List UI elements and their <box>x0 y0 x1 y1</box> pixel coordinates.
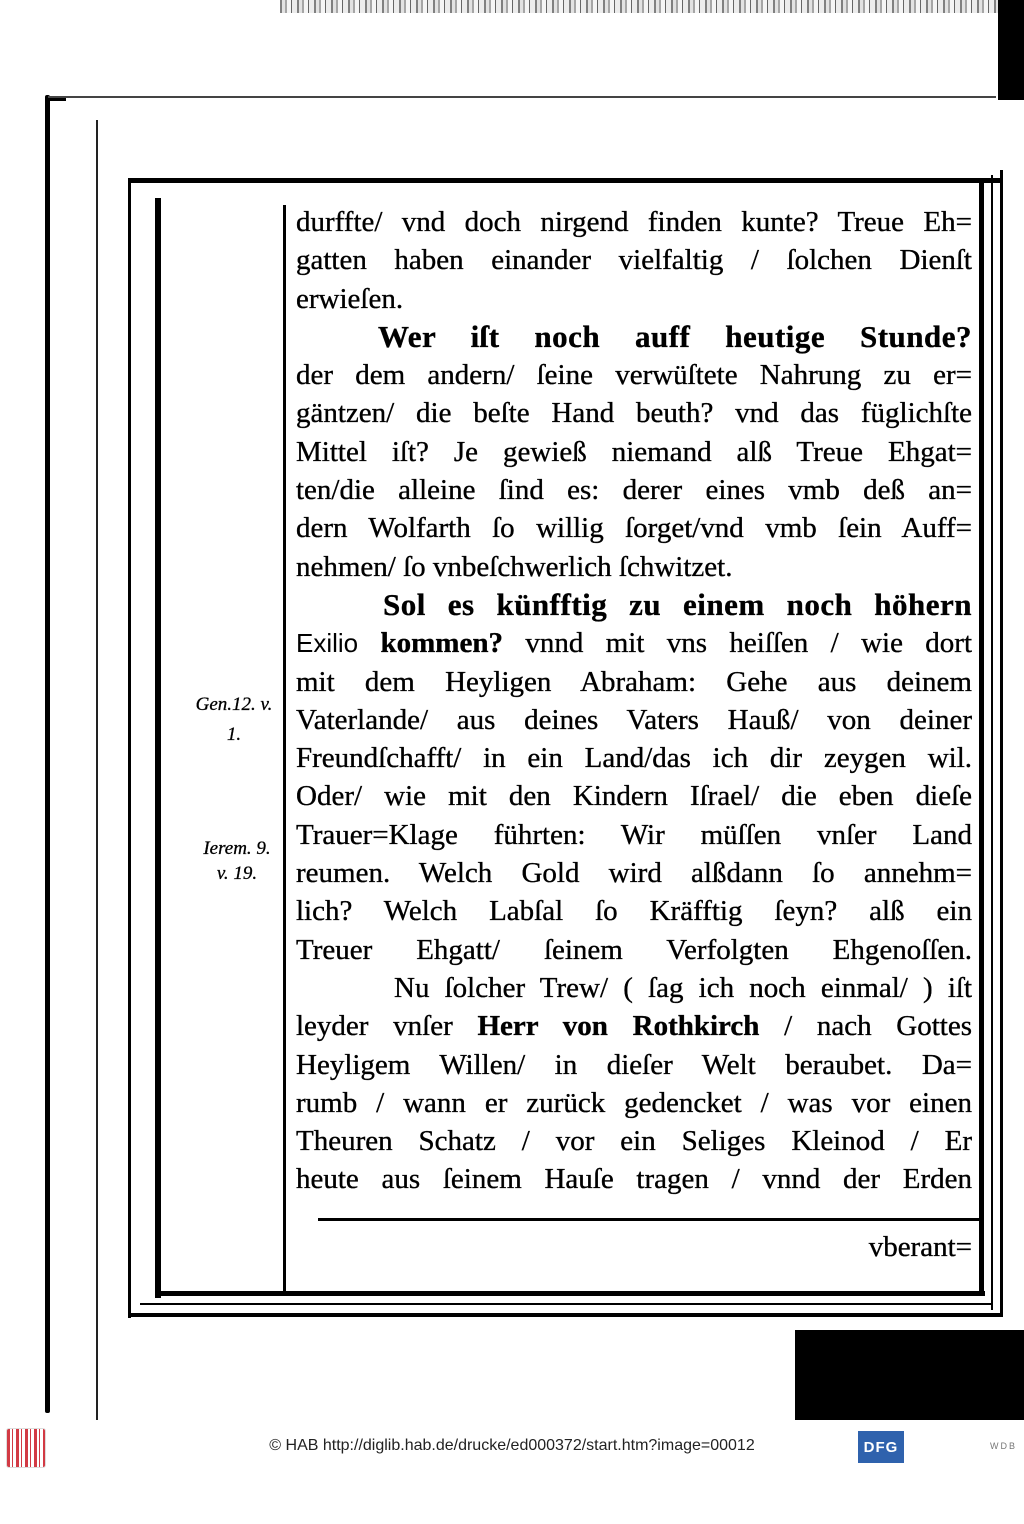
scan-top-noise <box>280 0 998 13</box>
margin-note-line: Gen.12. v. <box>195 694 273 715</box>
page-edge-left <box>45 95 50 1413</box>
text-line: Oder/ wie mit den Kindern Iſrael/ die eben dieſe <box>296 780 972 813</box>
text-line: der dem andern/ ſeine verwüſtete Nahrung zu er= <box>296 359 972 392</box>
copyright-url-text: © HAB http://diglib.hab.de/drucke/ed000372/start.htm?image=00012 <box>269 1437 755 1454</box>
frame-mid-right-rule <box>991 175 993 1310</box>
text-line <box>296 1007 972 1045</box>
text-line: durffte/ vnd doch nirgend finden kunte? Treue Eh= <box>296 206 972 238</box>
text-line: Trauer=Klage führten: Wir müſſen vnſer Land <box>296 818 972 851</box>
text-line: Theuren Schatz / vor ein Seliges Kleinod / Er <box>296 1125 972 1158</box>
frame-outer-right-rule <box>1000 170 1003 1317</box>
emphasized-name: Herr von Rothkirch <box>477 1010 760 1043</box>
scan-edge-top-right <box>998 0 1024 100</box>
margin-note-line: 1. <box>226 724 242 745</box>
text-line: gatten haben einander vielfaltig / ſolchen Dienſt <box>296 244 972 277</box>
frame-outer-top-rule <box>128 178 1000 183</box>
text-line: erwieſen. <box>296 282 404 315</box>
text-line: heute aus ſeinem Hauſe tragen / vnnd der Erden <box>296 1163 972 1196</box>
line-rest: / nach Gottes <box>784 1010 972 1043</box>
text-line: gäntzen/ die beſte Hand beuth? vnd das füglichſte <box>296 397 972 430</box>
frame-outer-left-rule <box>128 178 131 1318</box>
text-block-bottom-rule <box>318 1218 979 1221</box>
catchword: vberant= <box>868 1231 972 1263</box>
line-rest: vnnd mit vns heiſſen / wie dort <box>525 627 972 660</box>
margin-note-jeremiah <box>181 836 293 886</box>
text-line: lich? Welch Labſal ſo Kräfftig ſeyn? alß ein <box>296 895 972 928</box>
text-line: ten/die alleine ſind es: derer eines vmb deß an= <box>296 474 972 507</box>
emphasized-word: kommen? <box>380 627 503 660</box>
margin-note-genesis <box>178 690 290 750</box>
wdb-label: WDB <box>990 1441 1017 1451</box>
section-heading-line: Wer iſt noch auff heutige Stunde? <box>378 318 972 354</box>
line-start: leyder vnſer <box>296 1010 453 1043</box>
margin-note-line: v. 19. <box>216 863 258 884</box>
latin-word: Exilio <box>296 628 359 659</box>
frame-outer-bottom-rule <box>128 1313 1003 1317</box>
text-line: Vaterlande/ aus deines Vaters Hauß/ von deiner <box>296 703 972 736</box>
text-line: reumen. Welch Gold wird alßdann ſo annehm= <box>296 857 972 890</box>
page-edge-top <box>48 96 996 98</box>
section-heading-line: Sol es künfftig zu einem noch höhern <box>383 586 972 622</box>
main-text-block <box>296 203 972 1199</box>
frame-mid-bottom-rule <box>140 1303 992 1305</box>
dfg-logo: DFG <box>858 1431 904 1463</box>
paragraph-start-line: Nu ſolcher Trew/ ( ſag ich noch einmal/ ) iſt <box>394 971 972 1004</box>
text-line: nehmen/ ſo vnbeſchwerlich ſchwitzet. <box>296 550 733 583</box>
text-line: mit dem Heyligen Abraham: Gehe aus deinem <box>296 665 972 698</box>
text-line: Mittel iſt? Je gewieß niemand alß Treue Ehgat= <box>296 435 972 468</box>
frame-inner-bottom-rule <box>155 1291 985 1296</box>
text-line: Heyligem Willen/ in dieſer Welt beraubet. Da= <box>296 1048 972 1081</box>
text-line: Freundſchafft/ in ein Land/das ich dir zeygen wil. <box>296 742 972 775</box>
frame-inner-left-rule <box>155 198 161 1298</box>
page-edge-left-inner <box>96 120 98 1420</box>
frame-inner-right-rule <box>979 178 984 1296</box>
margin-note-line: Ierem. 9. <box>203 838 271 859</box>
scan-edge-bottom-right <box>795 1330 1024 1420</box>
text-line: dern Wolfarth ſo willig ſorget/vnd vmb ſein Auff= <box>296 512 972 545</box>
text-line <box>296 624 972 662</box>
text-line: Treuer Ehgatt/ ſeinem Verfolgten Ehgenoſſen. <box>296 933 972 966</box>
text-line: rumb / wann er zurück gedencket / was vor einen <box>296 1086 972 1119</box>
